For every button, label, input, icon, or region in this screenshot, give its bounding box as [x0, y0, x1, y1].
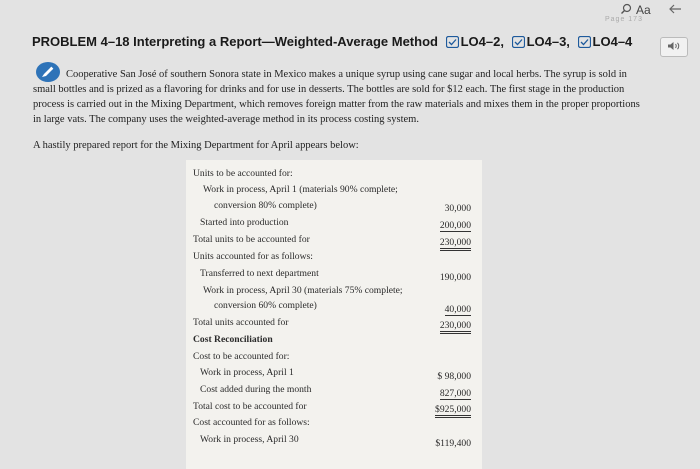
page-number: Page 173: [605, 16, 643, 23]
started-label: Started into production: [200, 217, 289, 228]
total-cost-label: Total cost to be accounted for: [193, 401, 307, 412]
wip-april1-units: 30,000: [444, 203, 471, 214]
lo-link-2[interactable]: LO4–3,: [526, 34, 570, 49]
wip-april30-label-cont: conversion 60% complete): [214, 300, 317, 311]
wip-april30-units: 40,000: [444, 304, 471, 315]
wip-cost-value: $ 98,000: [437, 371, 471, 382]
wip-april30-cost-value: $119,400: [435, 438, 471, 449]
cost-to-account-header: Cost to be accounted for:: [193, 351, 290, 362]
cost-added-label: Cost added during the month: [200, 384, 312, 395]
back-arrow-icon[interactable]: [668, 3, 682, 18]
lead-sentence: A hastily prepared report for the Mixing Department for April appears below:: [33, 140, 359, 151]
lo-link-1[interactable]: LO4–2,: [460, 34, 504, 49]
total-accounted-units: 230,000: [440, 320, 471, 334]
units-to-account-header: Units to be accounted for:: [193, 168, 293, 179]
units-accounted-header: Units accounted for as follows:: [193, 251, 313, 262]
total-to-account-label: Total units to be accounted for: [193, 234, 310, 245]
learning-objective-icon[interactable]: [578, 36, 591, 51]
intro-paragraph: Cooperative San José of southern Sonora state in Mexico makes a unique syrup using cane sugar and local herbs. The syrup is sold in small bottles and is prized as a flavoring for drinks and for use in desserts. The bottles are sold for $12 each. The first stage in the production process is carried out in the Mixing Department, which removes foreign matter from the raw materials and mixes them in the proper proportions in large vats. The company uses the weighted-average method in its process costing system.: [33, 69, 640, 125]
transferred-label: Transferred to next department: [200, 268, 319, 279]
lo-link-3[interactable]: LO4–4: [592, 34, 633, 49]
wip-april1-label: Work in process, April 1 (materials 90% complete;: [203, 184, 398, 195]
wip-cost-label: Work in process, April 1: [200, 367, 294, 378]
total-to-account-units: 230,000: [440, 237, 471, 251]
text-size-button[interactable]: Aa: [636, 3, 651, 17]
learning-objective-icon[interactable]: [446, 36, 459, 51]
reader-toolbar: [0, 0, 700, 22]
total-cost-value: $925,000: [435, 404, 471, 418]
problem-title: [32, 34, 632, 51]
cost-accounted-header: Cost accounted for as follows:: [193, 417, 310, 428]
wip-april30-cost-label: Work in process, April 30: [200, 434, 299, 445]
cost-added-value: 827,000: [439, 388, 471, 399]
wip-april1-label-cont: conversion 80% complete): [214, 200, 317, 211]
cost-reconciliation-header: Cost Reconciliation: [193, 334, 273, 345]
audio-button[interactable]: [660, 37, 688, 57]
transferred-units: 190,000: [439, 272, 471, 283]
problem-title-text: PROBLEM 4–18 Interpreting a Report—Weighted-Average Method: [32, 34, 438, 49]
total-accounted-label: Total units accounted for: [193, 317, 289, 328]
wip-april30-label: Work in process, April 30 (materials 75% complete;: [203, 285, 403, 296]
started-units: 200,000: [439, 220, 471, 231]
mixing-department-report: [186, 160, 482, 469]
speaker-icon: [667, 38, 681, 56]
learning-objective-icon[interactable]: [512, 36, 525, 51]
